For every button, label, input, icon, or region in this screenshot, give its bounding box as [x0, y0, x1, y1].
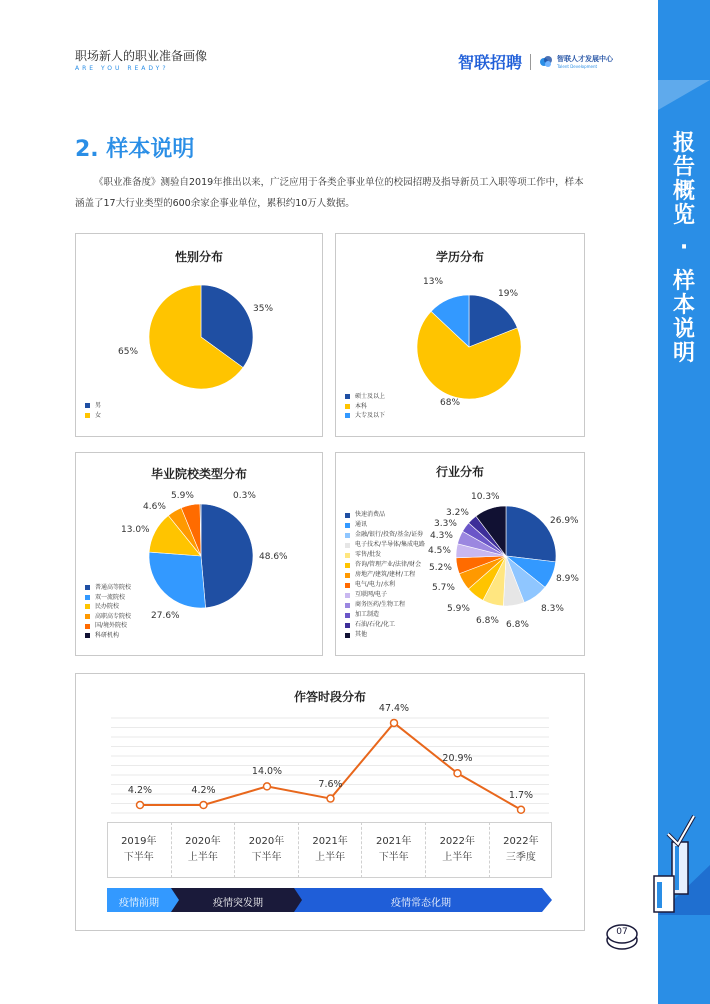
data-label: 4.2% [191, 785, 216, 797]
x-tick-label: 2022年 上半年 [425, 822, 489, 878]
gender-chart-title: 性别分布 [174, 250, 223, 264]
school-pie-slice [149, 552, 206, 608]
zhilian-logo [458, 50, 613, 73]
education-value-label: 68% [440, 398, 461, 408]
industry-value-label: 8.3% [541, 604, 564, 614]
school-value-label: 27.6% [151, 611, 180, 621]
industry-value-label: 5.2% [429, 563, 452, 573]
industry-value-label: 5.7% [432, 583, 455, 593]
legend-item: 电气/电力/水利 [345, 580, 425, 590]
gender-value-label: 35% [253, 304, 274, 314]
data-point [327, 795, 334, 802]
legend-item: 高职高专院校 [85, 612, 131, 622]
school-legend [85, 583, 131, 641]
x-tick-label: 2020年 下半年 [234, 822, 298, 878]
school-value-label: 0.3% [233, 491, 256, 501]
education-value-label: 13% [423, 277, 444, 287]
industry-value-label: 10.3% [471, 492, 500, 502]
industry-value-label: 4.3% [430, 531, 453, 541]
data-point [454, 770, 461, 777]
data-label: 1.7% [508, 789, 534, 801]
industry-chart-title: 行业分布 [435, 465, 484, 479]
industry-value-label: 6.8% [506, 620, 529, 630]
legend-item: 通讯 [345, 520, 425, 530]
data-label: 4.2% [127, 785, 153, 797]
phase-label-normal: 疫情常态化期 [391, 898, 451, 909]
school-value-label: 13.0% [121, 525, 150, 535]
legend-item: 男 [85, 401, 101, 411]
data-point [137, 802, 144, 809]
industry-value-label: 3.2% [446, 508, 469, 518]
legend-item: 电子技术/半导体/集成电路 [345, 540, 425, 550]
data-point [200, 802, 207, 809]
phase-label-pre: 疫情前期 [119, 898, 159, 909]
industry-legend [345, 510, 425, 640]
data-point [391, 719, 398, 726]
legend-item: 女 [85, 411, 101, 421]
talent-logo-sub: Talent Development [557, 64, 598, 69]
x-tick-label: 2021年 下半年 [361, 822, 425, 878]
legend-item: 硕士及以上 [345, 392, 385, 402]
sidebar-chapter-text: 报 告 概 览 [672, 131, 695, 228]
legend-item: 互联网/电子 [345, 590, 425, 600]
sidebar-section-text: 样 本 说 明 [672, 269, 695, 366]
education-legend [345, 392, 385, 421]
x-tick-label: 2019年 下半年 [121, 836, 157, 863]
school-value-label: 5.9% [171, 491, 194, 501]
data-point [518, 806, 525, 813]
section-heading: 2. 样本说明 [75, 137, 195, 162]
legend-item: 石油/石化/化工 [345, 620, 425, 630]
sidebar-fold-triangle [658, 80, 710, 110]
gender-legend [85, 401, 101, 420]
legend-item: 金融/银行/投资/基金/证券 [345, 530, 425, 540]
industry-value-label: 8.9% [556, 574, 579, 584]
gender-value-label: 65% [118, 347, 139, 357]
legend-item: 科研机构 [85, 631, 131, 641]
phase-label-outbreak: 疫情突发期 [213, 898, 263, 909]
education-value-label: 19% [498, 289, 519, 299]
legend-item: 普通高等院校 [85, 583, 131, 593]
legend-item: 零售/批发 [345, 550, 425, 560]
legend-item: 国/境外院校 [85, 621, 131, 631]
school-value-label: 48.6% [259, 552, 288, 562]
industry-value-label: 3.3% [434, 519, 457, 529]
industry-value-label: 6.8% [476, 616, 499, 626]
legend-item: 其他 [345, 630, 425, 640]
school-value-label: 4.6% [143, 502, 166, 512]
building-checkmark-icon [648, 810, 698, 920]
section-paragraph: 《职业准备度》测验自2019年推出以来，广泛应用于各类企事业单位的校园招聘及指导新员工入职等项工作中，样本涵盖了17大行业类型的600余家企事业单位，累积约10万人数据。 [75, 177, 584, 209]
x-tick-label: 2021年 上半年 [298, 822, 362, 878]
data-label: 47.4% [378, 702, 410, 714]
school-pie-slice [201, 504, 253, 608]
gender-pie [75, 233, 323, 437]
zhilian-logo-text: 智联招聘 [458, 53, 523, 72]
legend-item: 咨询/管理产业/法律/财会 [345, 560, 425, 570]
legend-item: 房地产/建筑/建材/工程 [345, 570, 425, 580]
data-label: 20.9% [442, 753, 473, 765]
talent-logo-text: 智联人才发展中心 [557, 55, 614, 63]
legend-item: 快速消费品 [345, 510, 425, 520]
sidebar-dot: · [679, 235, 689, 260]
x-tick-label: 2022年 三季度 [489, 822, 553, 878]
legend-item: 大专及以下 [345, 411, 385, 421]
legend-item: 民办院校 [85, 602, 131, 612]
industry-pie-slice [506, 506, 556, 562]
legend-item: 本科 [345, 402, 385, 412]
industry-value-label: 4.5% [428, 546, 451, 556]
data-label: 7.6% [318, 778, 343, 790]
doc-subtitle: ARE YOU READY? [75, 65, 169, 72]
talent-logo-icon [539, 55, 553, 69]
page-number: 07 [616, 927, 628, 937]
data-point [264, 783, 271, 790]
legend-item: 双一流院校 [85, 593, 131, 603]
doc-title: 职场新人的职业准备画像 [75, 49, 208, 63]
timeline-chart-title: 作答时段分布 [293, 690, 366, 704]
legend-item: 商务医药/生物工程 [345, 600, 425, 610]
x-tick-label: 2020年 上半年 [171, 822, 235, 878]
data-label: 14.0% [251, 766, 283, 778]
logo-divider [530, 54, 531, 70]
education-chart-title: 学历分布 [435, 250, 484, 264]
industry-value-label: 26.9% [550, 516, 579, 526]
legend-item: 加工制造 [345, 610, 425, 620]
school-chart-title: 毕业院校类型分布 [150, 467, 247, 481]
industry-value-label: 5.9% [447, 604, 470, 614]
